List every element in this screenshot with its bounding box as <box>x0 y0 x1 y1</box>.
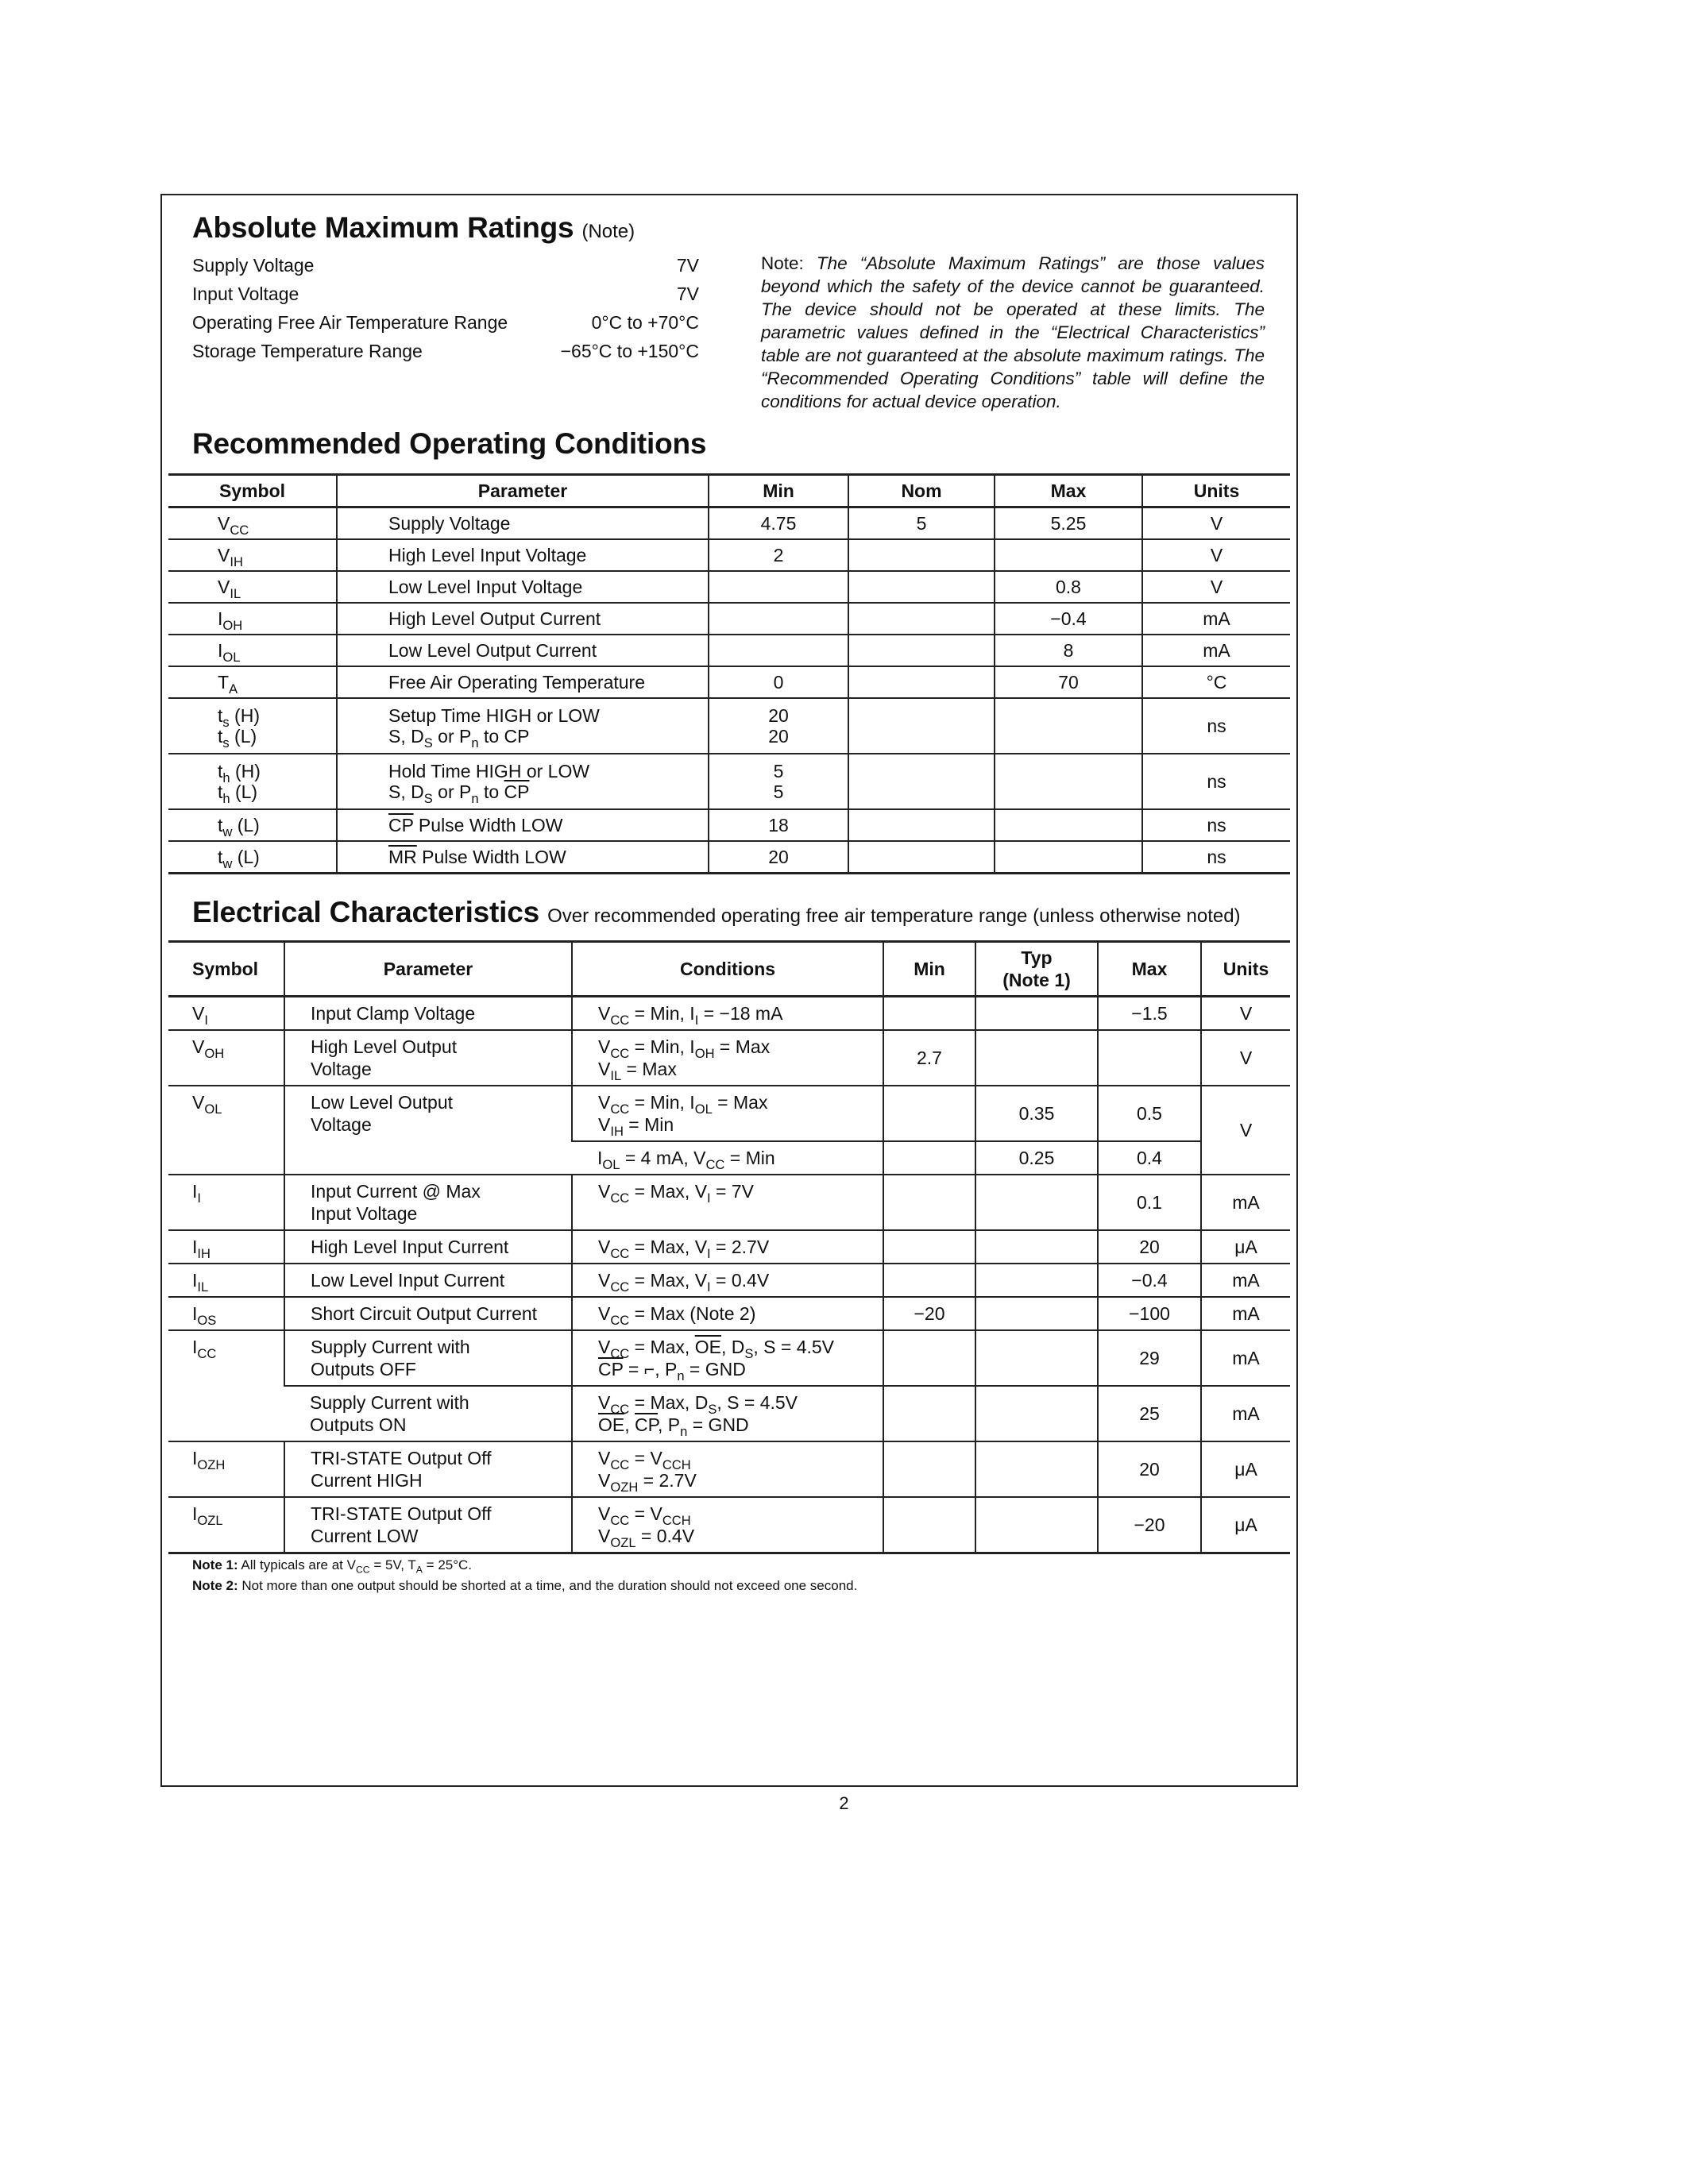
max-cell: 5.25 <box>995 507 1142 540</box>
amr-note-label: Note: <box>761 253 804 273</box>
conditions-cell: $V_{CC}$ = Max, $\overline{OE}$, $D_S$, S = 4.5V $\overline{CP}$ = ⌐, $P_n$ = GND <box>572 1330 883 1386</box>
max-cell: −1.5 <box>1098 997 1201 1031</box>
typ-cell <box>975 1497 1098 1553</box>
min-cell <box>883 1386 975 1441</box>
conditions-cell: $V_{CC}$ = Min, $I_{OH}$ = Max $V_{IL}$ = Max <box>572 1030 883 1086</box>
max-cell <box>995 754 1142 809</box>
col-symbol: Symbol <box>168 942 284 997</box>
conditions-cell: $V_{CC}$ = Max, $V_I = 0.4V$ <box>572 1264 883 1297</box>
max-cell: −0.4 <box>1098 1264 1201 1297</box>
units-cell: mA <box>1201 1330 1290 1386</box>
symbol-cell: $t_w$ (L) <box>168 809 337 841</box>
footnotes <box>192 1555 857 1596</box>
typ-cell <box>975 1230 1098 1264</box>
symbol-cell: $I_{IH}$ <box>168 1230 284 1264</box>
parameter-cell: Supply Voltage <box>337 507 709 540</box>
amr-item <box>192 251 699 280</box>
ec-title: Electrical Characteristics <box>192 896 539 928</box>
table-row <box>168 841 1290 874</box>
table-row <box>168 1297 1290 1330</box>
parameter-cell: Input Current @ Max Input Voltage <box>284 1175 572 1230</box>
conditions-cell: $V_{CC}$ = Max, $V_I = 2.7V$ <box>572 1230 883 1264</box>
min-cell <box>709 603 848 635</box>
note-1: Note 1: All typicals are at $V_{CC} = 5V$, $T_A = 25^\circ C$. <box>192 1557 473 1576</box>
typ-cell: 0.25 <box>975 1141 1098 1175</box>
max-cell: 25 <box>1098 1386 1201 1441</box>
amr-value: 7V <box>676 255 699 276</box>
parameter-cell: Low Level Output Voltage <box>284 1086 572 1175</box>
nom-cell <box>848 603 995 635</box>
col-symbol: Symbol <box>168 475 337 507</box>
amr-value: 7V <box>676 284 699 304</box>
max-cell: −0.4 <box>995 603 1142 635</box>
units-cell: V <box>1201 997 1290 1031</box>
col-units: Units <box>1201 942 1290 997</box>
parameter-cell: Free Air Operating Temperature <box>337 666 709 698</box>
nom-cell <box>848 635 995 666</box>
max-cell: −20 <box>1098 1497 1201 1553</box>
typ-cell <box>975 997 1098 1031</box>
conditions-cell: $V_{CC}$ = Min, $I_{OL}$ = Max $V_{IH}$ = Min <box>572 1086 883 1141</box>
max-cell <box>995 809 1142 841</box>
col-min: Min <box>883 942 975 997</box>
parameter-cell: TRI-STATE Output Off Current HIGH <box>284 1441 572 1497</box>
units-cell: ns <box>1142 841 1290 874</box>
units-cell: V <box>1142 571 1290 603</box>
roc-title: Recommended Operating Conditions <box>192 427 707 460</box>
symbol-cell: $I_{OH}$ <box>168 603 337 635</box>
amr-label: Operating Free Air Temperature Range <box>192 312 508 333</box>
symbol-cell: $V_{OL}$ <box>168 1086 284 1175</box>
symbol-cell: $I_{OL}$ <box>168 635 337 666</box>
conditions-cell: $V_{CC}$ = Max, $D_S$, S = 4.5V $\overline{OE}$, $\overline{CP}$, $P_n$ = GND <box>572 1386 883 1441</box>
amr-note <box>761 252 1265 413</box>
min-cell: 4.75 <box>709 507 848 540</box>
col-parameter: Parameter <box>337 475 709 507</box>
amr-item <box>192 308 699 337</box>
parameter-cell: High Level Output Voltage <box>284 1030 572 1086</box>
parameter-cell: $\overline{CP}$ Pulse Width LOW <box>337 809 709 841</box>
symbol-cell: $I_{IL}$ <box>168 1264 284 1297</box>
units-cell: V <box>1201 1030 1290 1086</box>
max-cell: −100 <box>1098 1297 1201 1330</box>
symbol-cell: $I_{OS}$ <box>168 1297 284 1330</box>
parameter-cell: Low Level Input Voltage <box>337 571 709 603</box>
min-cell <box>883 1497 975 1553</box>
note-2: Note 2: Not more than one output should be shorted at a time, and the duration should not exceed one second. <box>192 1578 858 1593</box>
max-cell <box>995 539 1142 571</box>
parameter-cell: High Level Input Current <box>284 1230 572 1264</box>
table-row <box>168 698 1290 754</box>
nom-cell <box>848 698 995 754</box>
conditions-cell: $I_{OL} = 4$ mA, $V_{CC}$ = Min <box>572 1141 883 1175</box>
min-cell <box>883 1175 975 1230</box>
parameter-cell: Supply Current with Outputs OFF <box>284 1330 572 1386</box>
max-cell: 8 <box>995 635 1142 666</box>
parameter-cell: Low Level Output Current <box>337 635 709 666</box>
table-row <box>168 754 1290 809</box>
nom-cell <box>848 571 995 603</box>
table-row <box>168 635 1290 666</box>
units-cell: V <box>1201 1086 1290 1175</box>
min-cell: 0 <box>709 666 848 698</box>
typ-cell <box>975 1264 1098 1297</box>
nom-cell <box>848 754 995 809</box>
col-conditions: Conditions <box>572 942 883 997</box>
typ-cell <box>975 1441 1098 1497</box>
ec-heading <box>192 896 1241 929</box>
units-cell: μA <box>1201 1230 1290 1264</box>
typ-cell <box>975 1297 1098 1330</box>
page-number: 2 <box>839 1793 849 1813</box>
amr-heading <box>192 211 635 245</box>
max-cell: 70 <box>995 666 1142 698</box>
min-cell <box>883 1330 975 1386</box>
parameter-cell: $\overline{MR}$ Pulse Width LOW <box>337 841 709 874</box>
symbol-cell: $t_h$ (H) $t_h$ (L) <box>168 754 337 809</box>
min-cell: 2 <box>709 539 848 571</box>
table-row <box>168 1264 1290 1297</box>
ec-subtitle: Over recommended operating free air temperature range (unless otherwise noted) <box>547 905 1241 927</box>
table-row <box>168 1230 1290 1264</box>
col-typ: Typ (Note 1) <box>975 942 1098 997</box>
typ-cell <box>975 1175 1098 1230</box>
amr-label: Supply Voltage <box>192 255 315 276</box>
max-cell <box>995 698 1142 754</box>
units-cell: V <box>1142 507 1290 540</box>
table-row <box>168 539 1290 571</box>
symbol-cell: $V_I$ <box>168 997 284 1031</box>
min-cell <box>883 1141 975 1175</box>
symbol-cell: $V_{OH}$ <box>168 1030 284 1086</box>
table-row <box>168 603 1290 635</box>
units-cell: ns <box>1142 754 1290 809</box>
table-header-row <box>168 475 1290 507</box>
amr-note-text: The “Absolute Maximum Ratings” are those values beyond which the safety of the device cannot be guaranteed. The device should not be operated at these limits. The parametric values defined in the “Electrical Characteristics” table are not guaranteed at the absolute maximum ratings. The “Recommended Operating Conditions” table will define the conditions for actual device operation. <box>761 253 1265 411</box>
table-row <box>168 1175 1290 1230</box>
col-units: Units <box>1142 475 1290 507</box>
table-row <box>168 666 1290 698</box>
symbol-cell: $V_{CC}$ <box>168 507 337 540</box>
amr-list <box>192 251 699 365</box>
amr-title-note: (Note) <box>581 221 635 242</box>
symbol-cell: $t_s$ (H) $t_s$ (L) <box>168 698 337 754</box>
conditions-cell: $V_{CC}$ = Max, $V_I = 7V$ <box>572 1175 883 1230</box>
table-row <box>168 571 1290 603</box>
nom-cell <box>848 539 995 571</box>
table-row <box>168 809 1290 841</box>
max-cell: 20 <box>1098 1441 1201 1497</box>
typ-cell: 0.35 <box>975 1086 1098 1141</box>
amr-item <box>192 337 699 365</box>
parameter-cell: Short Circuit Output Current <box>284 1297 572 1330</box>
table-row <box>168 1497 1290 1553</box>
min-cell: 2.7 <box>883 1030 975 1086</box>
units-cell: mA <box>1201 1175 1290 1230</box>
min-cell <box>709 571 848 603</box>
symbol-cell: $T_A$ <box>168 666 337 698</box>
nom-cell <box>848 809 995 841</box>
min-cell <box>709 635 848 666</box>
col-max: Max <box>995 475 1142 507</box>
amr-title: Absolute Maximum Ratings <box>192 211 574 244</box>
min-cell <box>883 1086 975 1141</box>
typ-cell <box>975 1030 1098 1086</box>
min-cell <box>883 1441 975 1497</box>
min-cell: 5 5 <box>709 754 848 809</box>
units-cell: mA <box>1201 1264 1290 1297</box>
units-cell: °C <box>1142 666 1290 698</box>
units-cell: mA <box>1201 1386 1290 1441</box>
ec-table <box>168 940 1290 1554</box>
max-cell: 20 <box>1098 1230 1201 1264</box>
min-cell: −20 <box>883 1297 975 1330</box>
symbol-cell: $V_{IH}$ <box>168 539 337 571</box>
col-parameter: Parameter <box>284 942 572 997</box>
conditions-cell: $V_{CC} = V_{CCH}$ $V_{OZL} = 0.4V$ <box>572 1497 883 1553</box>
table-row <box>168 1441 1290 1497</box>
conditions-cell: $V_{CC}$ = Max (Note 2) <box>572 1297 883 1330</box>
min-cell: 20 20 <box>709 698 848 754</box>
max-cell: 0.5 <box>1098 1086 1201 1141</box>
table-row <box>168 507 1290 540</box>
nom-cell <box>848 666 995 698</box>
min-cell <box>883 1230 975 1264</box>
units-cell: μA <box>1201 1441 1290 1497</box>
typ-cell <box>975 1386 1098 1441</box>
table-row <box>168 1386 1290 1441</box>
col-min: Min <box>709 475 848 507</box>
units-cell: mA <box>1201 1297 1290 1330</box>
max-cell: 0.4 <box>1098 1141 1201 1175</box>
symbol-cell: $I_{OZL}$ <box>168 1497 284 1553</box>
units-cell: μA <box>1201 1497 1290 1553</box>
amr-item <box>192 280 699 308</box>
roc-table <box>168 473 1290 874</box>
nom-cell: 5 <box>848 507 995 540</box>
conditions-cell: $V_{CC}$ = Min, $I_I = -18$ mA <box>572 997 883 1031</box>
units-cell: mA <box>1142 603 1290 635</box>
symbol-cell: $I_I$ <box>168 1175 284 1230</box>
symbol-cell: $I_{CC}$ <box>168 1330 284 1441</box>
parameter-cell: Low Level Input Current <box>284 1264 572 1297</box>
amr-label: Storage Temperature Range <box>192 341 423 361</box>
amr-value: 0°C to +70°C <box>591 312 699 333</box>
table-row <box>168 1086 1290 1141</box>
min-cell: 18 <box>709 809 848 841</box>
units-cell: mA <box>1142 635 1290 666</box>
parameter-cell: TRI-STATE Output Off Current LOW <box>284 1497 572 1553</box>
table-row <box>168 1330 1290 1386</box>
col-nom: Nom <box>848 475 995 507</box>
conditions-cell: $V_{CC} = V_{CCH}$ $V_{OZH} = 2.7V$ <box>572 1441 883 1497</box>
parameter-cell: Supply Current with Outputs ON <box>284 1386 572 1441</box>
parameter-cell: High Level Output Current <box>337 603 709 635</box>
table-row <box>168 1030 1290 1086</box>
max-cell <box>995 841 1142 874</box>
amr-value: −65°C to +150°C <box>560 341 699 361</box>
parameter-cell: Hold Time HIGH or LOW S, $D_S$ or $P_n$ to $\overline{CP}$ <box>337 754 709 809</box>
nom-cell <box>848 841 995 874</box>
parameter-cell: Setup Time HIGH or LOW S, $D_S$ or $P_n$ to CP <box>337 698 709 754</box>
parameter-cell: Input Clamp Voltage <box>284 997 572 1031</box>
units-cell: ns <box>1142 698 1290 754</box>
min-cell <box>883 997 975 1031</box>
max-cell: 29 <box>1098 1330 1201 1386</box>
col-max: Max <box>1098 942 1201 997</box>
symbol-cell: $t_w$ (L) <box>168 841 337 874</box>
parameter-cell: High Level Input Voltage <box>337 539 709 571</box>
max-cell: 0.1 <box>1098 1175 1201 1230</box>
min-cell: 20 <box>709 841 848 874</box>
units-cell: V <box>1142 539 1290 571</box>
typ-cell <box>975 1330 1098 1386</box>
amr-label: Input Voltage <box>192 284 299 304</box>
units-cell: ns <box>1142 809 1290 841</box>
min-cell <box>883 1264 975 1297</box>
symbol-cell: $I_{OZH}$ <box>168 1441 284 1497</box>
symbol-cell: $V_{IL}$ <box>168 571 337 603</box>
max-cell: 0.8 <box>995 571 1142 603</box>
table-row <box>168 997 1290 1031</box>
table-header-row <box>168 942 1290 997</box>
max-cell <box>1098 1030 1201 1086</box>
